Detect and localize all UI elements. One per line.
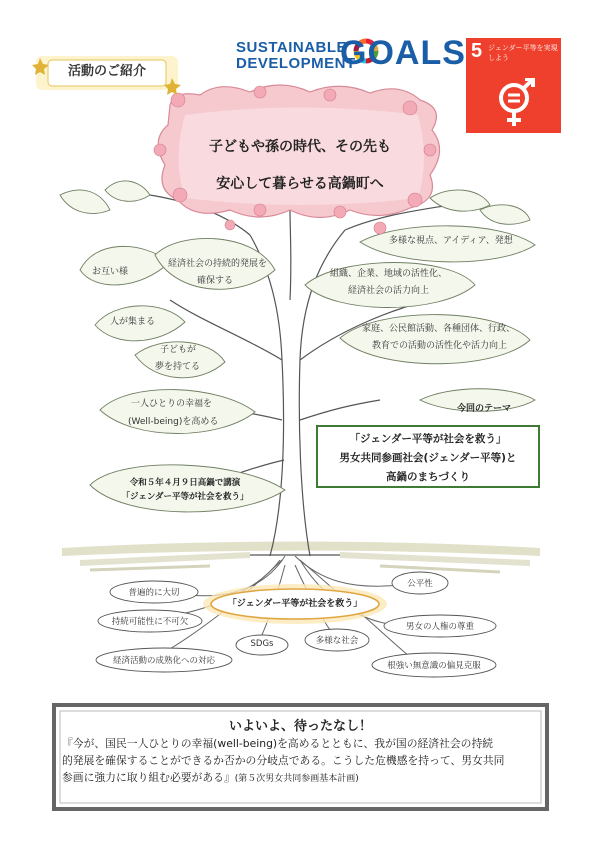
root-bias: 根強い無意識の偏見克服 <box>387 661 481 671</box>
leaf-org-line2: 経済社会の活力向上 <box>348 286 430 296</box>
quote-line3 <box>62 769 542 788</box>
root-sdgs: SDGs <box>250 639 274 649</box>
leaf-wellbeing-line1: 一人ひとりの幸福を <box>131 399 213 409</box>
leaf-sustainable-line2: 確保する <box>197 276 234 286</box>
goal5-number: 5 <box>471 40 483 62</box>
gender-equality-icon <box>493 78 535 128</box>
blossom-cloud <box>154 85 440 234</box>
quote-line1: 『今が、国民一人ひとりの幸福(well-being)を高めるとともに、我が国の経済社会の持続 <box>62 737 494 750</box>
quote-line2: 的発展を確保することができるか否かの分岐点である。こうした危機感を持って、男女共同 <box>62 754 505 767</box>
sdgs-logo-goals: GOALS <box>340 34 466 72</box>
theme-line2: 男女共同参画社会(ジェンダー平等)と <box>339 452 517 464</box>
leaf-org-line1: 組織、企業、地域の活性化、 <box>330 269 448 279</box>
root-diverse-society: 多様な社会 <box>315 636 359 646</box>
activity-badge <box>32 52 182 92</box>
leaf-diverse: 多様な視点、アイディア、発想 <box>389 236 513 246</box>
quote-source: (第５次男女共同参画基本計画) <box>234 774 359 784</box>
theme-line1: 「ジェンダー平等が社会を救う」 <box>349 433 507 445</box>
lecture-note <box>100 476 270 504</box>
leaf-wellbeing-line2: (Well-being)を高める <box>128 417 219 427</box>
sdgs-logo-development: DEVELOPMENT <box>236 55 356 72</box>
leaf-otagaisama: お互い様 <box>92 267 129 277</box>
theme-label: 今回のテーマ <box>456 404 511 414</box>
goal5-label: ジェンダー平等を実現しよう <box>488 44 558 62</box>
theme-box <box>316 425 540 488</box>
quote-title: いよいよ、待ったなし！ <box>228 719 372 734</box>
leaf-family-line2: 教育での活動の活性化や活力向上 <box>372 341 508 351</box>
root-fairness: 公平性 <box>407 579 433 589</box>
lecture-line2: 「ジェンダー平等が社会を救う」 <box>121 492 249 502</box>
cloud-title-line2: 安心して暮らせる高鍋町へ <box>216 176 384 192</box>
root-human-rights: 男女の人権の尊重 <box>405 622 474 632</box>
leaf-people: 人が集まる <box>110 317 156 327</box>
root-universal: 普遍的に大切 <box>128 588 180 598</box>
theme-line3: 高鍋のまちづくり <box>386 471 470 483</box>
goal5-tile <box>466 38 561 133</box>
cloud-title-line1: 子どもや孫の時代、その先も <box>209 139 391 155</box>
leaf-family-line1: 家庭、公民館活動、各種団体、行政、 <box>362 324 516 334</box>
activity-badge-label: 活動のご紹介 <box>67 64 146 79</box>
leaf-sustainable-line1: 経済社会の持続的発展を <box>168 259 268 269</box>
quote-body <box>62 735 542 788</box>
quote-line3-main: 参画に強力に取り組む必要がある』 <box>62 771 235 784</box>
root-sustainable: 持続可能性に不可欠 <box>111 617 189 627</box>
leaves-right <box>305 190 535 411</box>
sdgs-logo-sustainable: SUSTAINABLE <box>236 39 348 56</box>
ground-strip <box>62 542 540 573</box>
lecture-line1: 令和５年４月９日高鍋で講演 <box>129 478 241 488</box>
leaf-children-line1: 子どもが <box>160 345 197 355</box>
root-center-label: 「ジェンダー平等が社会を救う」 <box>227 599 363 609</box>
root-economy: 経済活動の成熟化への対応 <box>112 656 215 666</box>
leaf-children-line2: 夢を持てる <box>155 362 201 372</box>
